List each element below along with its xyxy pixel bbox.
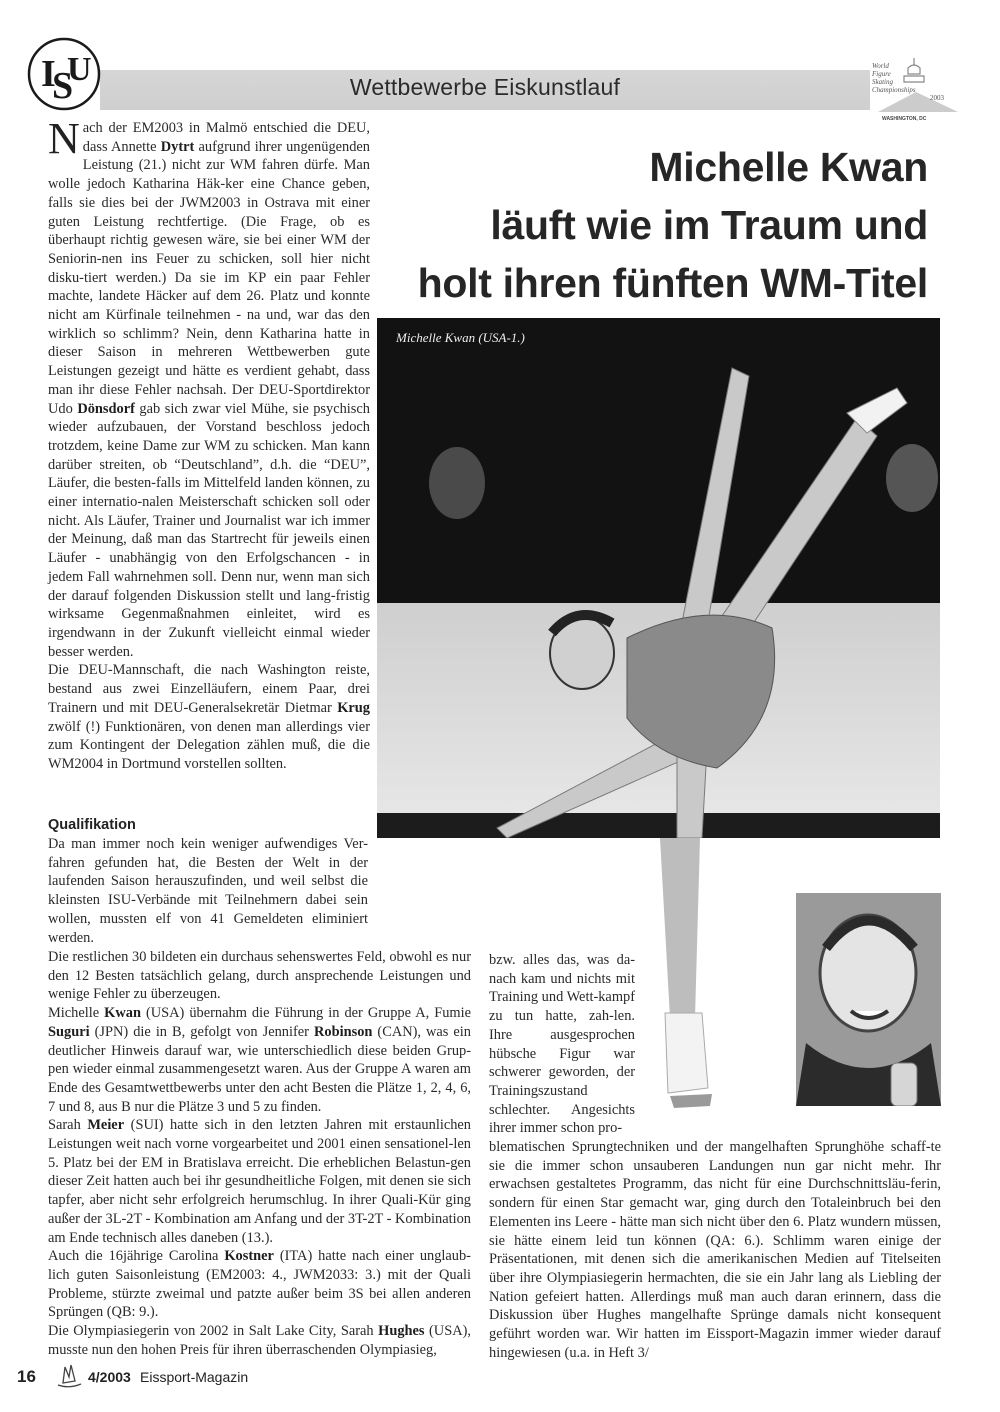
- qualification-paragraph: Da man immer noch kein weniger aufwendiges Ver-fahren gefunden hat, die Besten der Welt in der laufenden Saison herauszufinden, und weil selbst die kleinsten ISU-Verbände mit Teilnehmern dabei sein wollen, mussten elf von 41 Gemeldeten eliminiert werden.: [48, 836, 368, 946]
- issue-number: 4/2003: [88, 1369, 131, 1385]
- svg-text:I: I: [41, 53, 56, 95]
- bold-name: Dytrt: [160, 138, 195, 155]
- portrait-illustration: [796, 893, 941, 1106]
- paragraph-field: Die restlichen 30 bildeten ein durchaus sehenswertes Feld, obwohl es nur den 12 Besten tatsächlich gelang, durch ansprechende Leistungen und wenige Fehler zu überzeugen.: [48, 949, 471, 1003]
- page-number: 16: [17, 1367, 36, 1386]
- bold-name: Hughes: [378, 1323, 425, 1340]
- bold-name: Krug: [337, 699, 370, 716]
- world-championships-logo-icon: [868, 52, 964, 122]
- intro-text: ach der EM2003 in Malmö entschied die DEU, dass Annette Dytrt aufgrund ihrer ungenügenden Leistung (21.) nicht zur WM fahren dürfe. Man wolle jedoch Katharina Häk-ker eine Chance geben, falls sie dies bei der JWM2003 in Ostrava mit einer guten Leistung rechtfertige. (Die Frage, ob es überhaupt richtig gewesen wäre, sie bei einer WM der Seniorin-nen ins Feuer zu schicken, soll hier nicht disku-tiert werden.) Da sie im KP ein paar Fehler machte, landete Häcker auf dem 26. Platz und konnte nicht am Kürfinale teilnehmen - na und, war das den wirklich so schlimm? Nein, denn Katharina hatte in dieser Saison in mehreren Wettbewerben gute Leistungen gezeigt und hätte es verdient gehabt, dass man ihr diese Fehler nachsah. Der DEU-Sportdirektor Udo Dönsdorf gab sich zwar viel Mühe, sie psychisch wieder aufzubauen, der Vorstand beschloss jedoch trotzdem, keine Dame zur WM zu schicken. Man kann darüber streiten, ob “Deutschland”, d.h. die “DEU”, Läufer, die besten-falls im Mittelfeld landen können, zu einer internatio-nalen Meisterschaft schicken soll oder nicht. Als Läufer, Trainer und Journalist war ich immer der Meinung, daß man das Startrecht für jeweils einen Läufer - unabhängig von den Erfolgschancen - in jedem Fall wahrnehmen soll. Denn nur, wenn man sich der darauf folgenden Diskussion stellt und lang-fristig wirksame Gegenmaßnahmen einleitet, wird es irgendwann in der Zukunft vielleicht einmal wieder besser werden.: [48, 120, 371, 660]
- skater-photo-illustration: [377, 318, 940, 838]
- bold-name: Suguri: [48, 1023, 90, 1040]
- drop-cap: N: [48, 114, 80, 163]
- article-column-wide: [48, 948, 471, 1359]
- logo-text-figure: Figure: [872, 70, 891, 78]
- photo-caption: Michelle Kwan (USA-1.): [396, 330, 525, 345]
- skate-boot-lower: [665, 1013, 708, 1093]
- logo-text-world: World: [872, 62, 889, 70]
- bold-name: Dönsdorf: [77, 400, 135, 417]
- section-title: Wettbewerbe Eiskunstlauf: [349, 74, 621, 100]
- team-paragraph: Die DEU-Mannschaft, die nach Washington reiste, bestand aus zwei Einzelläufern, einem Paar, drei Trainern und mit DEU-Generalsekretär Dietmar Krug zwölf (!) Funktionären, von denen man allerdings vier zum Kontingent der Delegation zählen muß, die die WM2004 in Dortmund vorstellen sollten.: [48, 662, 370, 772]
- isu-logo-icon: [26, 36, 102, 112]
- headline-line-1: Michelle Kwan: [649, 144, 928, 190]
- paragraph-meier: Sarah Meier (SUI) hatte sich in den letzten Jahren mit erstaunlichen Leistungen weit nach vorne vorgearbeitet und 2001 einen sensationel-len 5. Platz bei der EM in Bratislava erreicht. Die erheblichen Belastun-gen dieser Zeit hatten auch bei ihr gesundheitliche Folgen, mit denen sie sich tapfer, aber nicht sehr erfolgreich herumschlug. In ihrer Quali-Kür ging außer der 3L-2T - Kombination am Anfang und der 3T-2T - Kombination am Ende technisch alles daneben (13.).: [48, 1117, 471, 1246]
- logo-text-championships: Championships: [872, 86, 916, 94]
- svg-text:U: U: [67, 51, 92, 88]
- bold-name: Kwan: [104, 1005, 141, 1022]
- spectator-left: [429, 447, 485, 519]
- logo-text-city: WASHINGTON, DC: [882, 116, 927, 122]
- headline-line-2: läuft wie im Traum und: [490, 202, 928, 248]
- main-photo: [377, 318, 940, 838]
- logo-text-skating: Skating: [872, 78, 893, 86]
- article-headline: [380, 138, 928, 312]
- paragraph-groups: Michelle Kwan (USA) übernahm die Führung in der Gruppe A, Fumie Suguri (JPN) die in B, gefolgt von Jennifer Robinson (CAN), was ein deutlicher Hinweis darauf war, wie unterschiedlich diese beiden Grup-pen wieder einmal zusammengesetzt waren. Aus der Gruppe A waren am Ende des Gesamtwettbewerbs unter den acht Besten die Plätze 1, 2, 4, 6, 7 und 8, aus B nur die Plätze 3 und 5 zu finden.: [48, 1005, 471, 1115]
- article-column-narrow: bzw. alles das, was da-nach kam und nichts mit Training und Wett-kampf zu tun hatte, zah-len. Ihre ausgesprochen hübsche Figur war schwerer geworden, der Trainingszustand schlechter. Angesichts ihrer immer schon pro-: [489, 952, 635, 1137]
- bottle: [891, 1063, 917, 1106]
- spectator-right: [886, 444, 938, 512]
- skate-blade: [670, 1094, 712, 1108]
- magazine-name: Eissport-Magazin: [140, 1369, 249, 1385]
- bold-name: Kostner: [224, 1248, 274, 1265]
- eissport-skate-logo-icon: [55, 1363, 83, 1389]
- paragraph-hughes: Die Olympiasiegerin von 2002 in Salt Lake City, Sarah Hughes (USA), musste nun den hohen Preis für ihren überraschenden Olympiasieg,: [48, 1323, 471, 1358]
- bold-name: Robinson: [314, 1023, 373, 1040]
- qualification-heading: Qualifikation: [48, 817, 136, 833]
- article-column-left: [48, 114, 371, 774]
- inset-portrait-photo: [796, 893, 941, 1106]
- article-column-bottom-right: blematischen Sprungtechniken und der mangelhaften Sprunghöhe schaff-te sie die immer schon unsauberen Landungen nun gar nicht mehr. Ihr erwachsen gestaltetes Programm, das nicht für eine Durchschnittsläu-ferin, sondern für einen Star gemacht war, ging durch den Totaleinbruch bei den Elementen ins Leere - hätte man sich nicht über den 6. Platz wundern müssen, sie hätte einem leid tun können (QA: 6.). Schlimm waren einige der Präsentationen, mit denen sich die amerikanischen Medien auf Titelseiten über ihre Olympiasiegerin hermachten, die sie ein Jahr lang als Liebling der Nation gefeiert hatten. Allerdings muß man auch daran erinnern, dass die Diskussion über Hughes mangelhafte Sprünge damals nicht konsequent geführt worden war. Wir hatten im Eissport-Magazin immer wieder darauf hingewiesen (u.a. in Heft 3/: [489, 1139, 941, 1361]
- headline-line-3: holt ihren fünften WM-Titel: [417, 260, 928, 306]
- logo-text-year: 2003: [930, 94, 944, 102]
- svg-text:S: S: [52, 65, 74, 107]
- paragraph-kostner: Auch die 16jährige Carolina Kostner (ITA) hatte nach einer unglaub-lich guten Saisonleistung (EM2003: 4., JWM2033: 3.) mit der Quali Probleme, stürzte zweimal und patzte außer beim 3S bei allen anderen Sprüngen (QB: 9.).: [48, 1248, 471, 1321]
- intro-paragraph: [48, 114, 371, 661]
- skater-lower-leg-illustration: [640, 838, 730, 1138]
- bold-name: Meier: [87, 1117, 125, 1134]
